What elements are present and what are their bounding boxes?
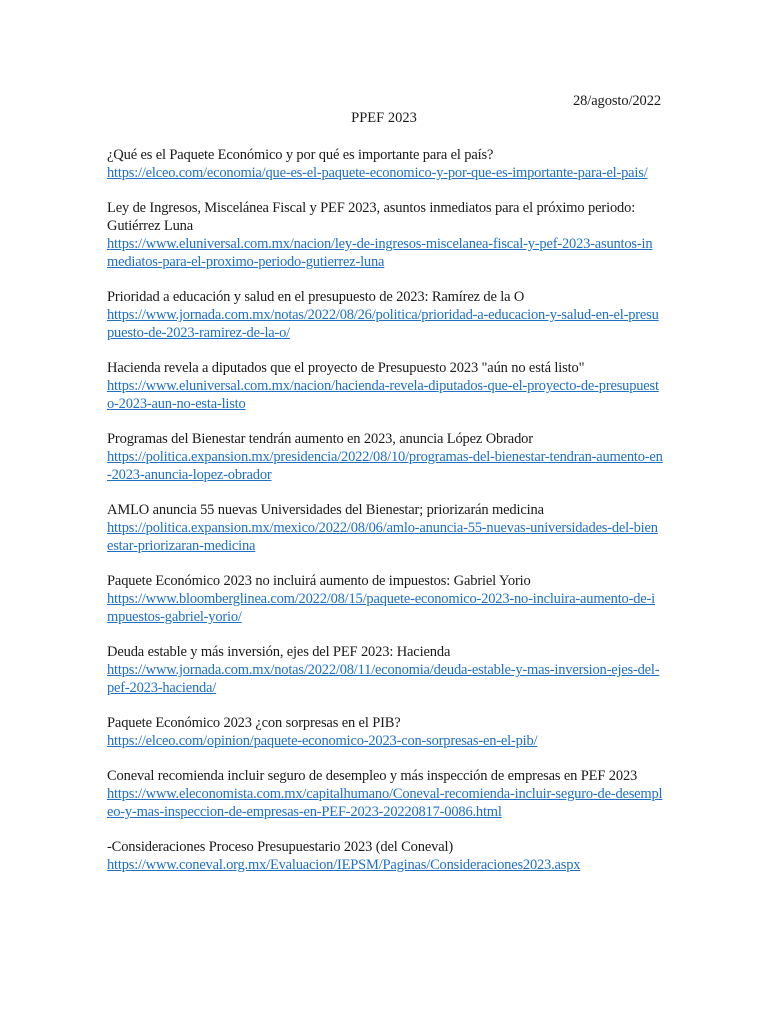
- entry-title: Paquete Económico 2023 ¿con sorpresas en el PIB?: [107, 715, 401, 731]
- entry-link[interactable]: https://www.jornada.com.mx/notas/2022/08/11/economia/deuda-estable-y-mas-inversion-ejes-del-pef-2023-hacienda/: [107, 662, 660, 696]
- list-item: [107, 359, 663, 413]
- list-item: [107, 199, 663, 271]
- entry-link[interactable]: https://www.eleconomista.com.mx/capitalhumano/Coneval-recomienda-incluir-seguro-de-desempleo-y-mas-inspeccion-de-empresas-en-PEF-2023-20220817-0086.html: [107, 786, 663, 820]
- list-item: [107, 430, 663, 484]
- entry-link[interactable]: https://politica.expansion.mx/mexico/2022/08/06/amlo-anuncia-55-nuevas-universidades-del-bienestar-priorizaran-medicina: [107, 520, 658, 554]
- list-item: [107, 572, 663, 626]
- entry-link[interactable]: https://www.bloomberglinea.com/2022/08/15/paquete-economico-2023-no-incluira-aumento-de-impuestos-gabriel-yorio/: [107, 591, 655, 625]
- list-item: [107, 501, 663, 555]
- list-item: [107, 714, 663, 750]
- entry-title: Paquete Económico 2023 no incluirá aumento de impuestos: Gabriel Yorio: [107, 573, 531, 589]
- list-item: [107, 767, 663, 821]
- entry-title: Coneval recomienda incluir seguro de desempleo y más inspección de empresas en PEF 2023: [107, 768, 638, 784]
- entry-list: [107, 146, 663, 891]
- entry-link[interactable]: https://elceo.com/economia/que-es-el-paquete-economico-y-por-que-es-importante-para-el-pais/: [107, 165, 648, 181]
- entry-link[interactable]: https://www.jornada.com.mx/notas/2022/08/26/politica/prioridad-a-educacion-y-salud-en-el-presupuesto-de-2023-ramirez-de-la-o/: [107, 307, 659, 341]
- entry-title: ¿Qué es el Paquete Económico y por qué es importante para el país?: [107, 147, 494, 163]
- entry-link[interactable]: https://www.eluniversal.com.mx/nacion/ley-de-ingresos-miscelanea-fiscal-y-pef-2023-asuntos-inmediatos-para-el-proximo-periodo-gutierrez-luna: [107, 236, 653, 270]
- list-item: [107, 288, 663, 342]
- entry-title: Prioridad a educación y salud en el presupuesto de 2023: Ramírez de la O: [107, 289, 525, 305]
- list-item: [107, 146, 663, 182]
- entry-title: Programas del Bienestar tendrán aumento en 2023, anuncia López Obrador: [107, 431, 533, 447]
- entry-title: Ley de Ingresos, Miscelánea Fiscal y PEF 2023, asuntos inmediatos para el próximo periodo: Gutiérrez Luna: [107, 200, 636, 234]
- entry-title: -Consideraciones Proceso Presupuestario 2023 (del Coneval): [107, 839, 454, 855]
- entry-title: Hacienda revela a diputados que el proyecto de Presupuesto 2023 "aún no está listo": [107, 360, 585, 376]
- entry-link[interactable]: https://www.coneval.org.mx/Evaluacion/IEPSM/Paginas/Consideraciones2023.aspx: [107, 857, 581, 873]
- document-date: 28/agosto/2022: [572, 93, 661, 109]
- list-item: [107, 643, 663, 697]
- entry-title: Deuda estable y más inversión, ejes del PEF 2023: Hacienda: [107, 644, 451, 660]
- entry-title: AMLO anuncia 55 nuevas Universidades del Bienestar; priorizarán medicina: [107, 502, 544, 518]
- entry-link[interactable]: https://elceo.com/opinion/paquete-economico-2023-con-sorpresas-en-el-pib/: [107, 733, 538, 749]
- list-item: [107, 838, 663, 874]
- entry-link[interactable]: https://www.eluniversal.com.mx/nacion/hacienda-revela-diputados-que-el-proyecto-de-presupuesto-2023-aun-no-esta-listo: [107, 378, 659, 412]
- entry-link[interactable]: https://politica.expansion.mx/presidencia/2022/08/10/programas-del-bienestar-tendran-aumento-en-2023-anuncia-lopez-obrador: [107, 449, 663, 483]
- document-title: PPEF 2023: [351, 110, 417, 126]
